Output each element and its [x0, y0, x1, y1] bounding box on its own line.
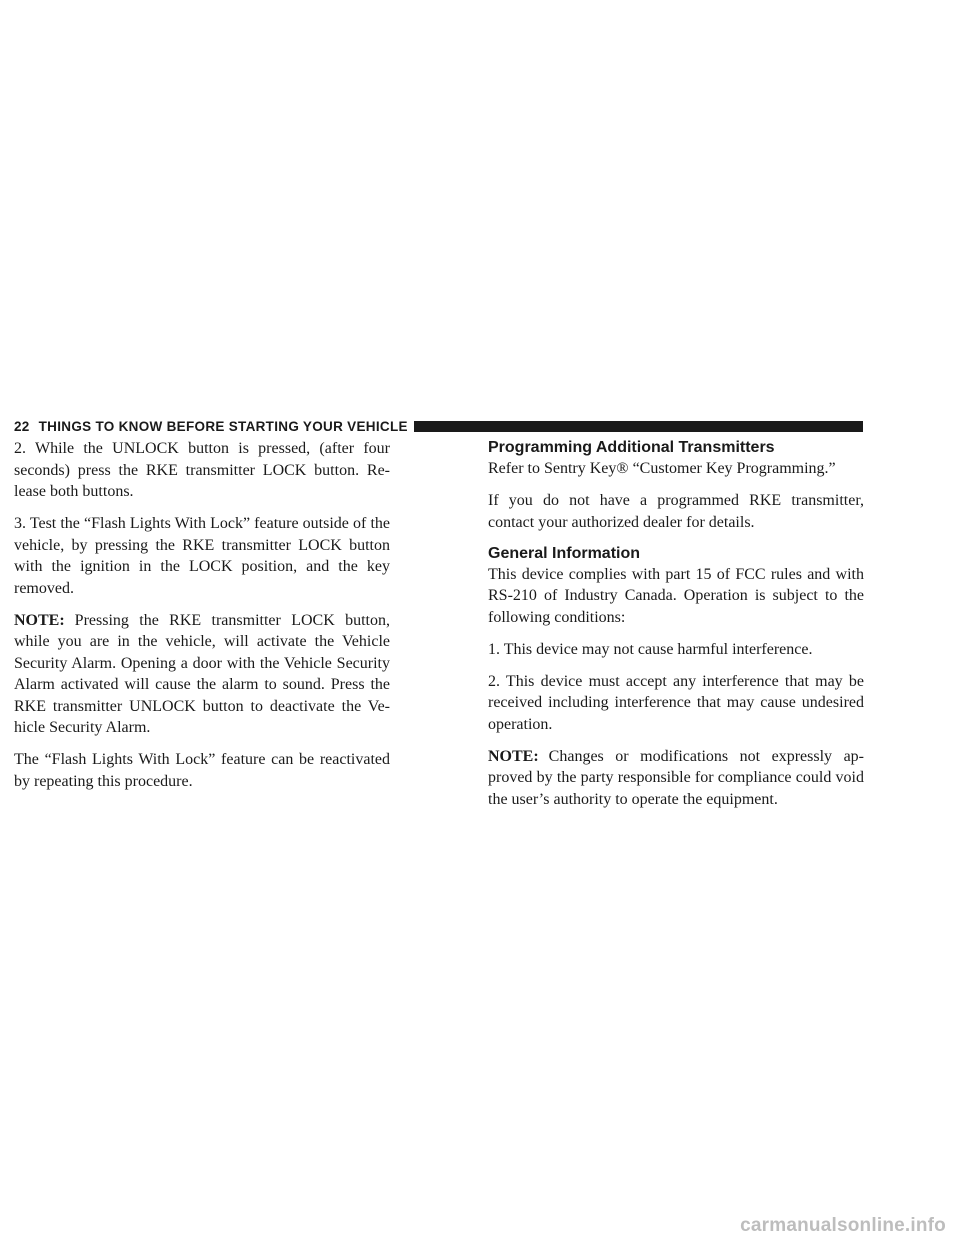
left-column: [14, 438, 390, 803]
programming-heading: Programming Additional Transmitters: [488, 439, 775, 456]
condition-2-paragraph: 2. This device must accept any interference that may be received including interference that may cause undesired operation.: [488, 672, 864, 733]
note-label: NOTE:: [14, 611, 65, 629]
header-rule: [414, 421, 863, 432]
refer-paragraph: Refer to Sentry Key® “Customer Key Programming.”: [488, 460, 836, 477]
note-text: Pressing the RKE transmitter LOCK button, while you are in the vehicle, will activate the Vehicle Security Alarm. Opening a door with the Vehicle Security Alarm activated will cause the alarm to sound. Press the RKE transmitter UNLOCK button to deactivate the Ve-hicle Security Alarm.: [14, 611, 390, 736]
step-3-paragraph: 3. Test the “Flash Lights With Lock” feature outside of the vehicle, by pressing the RKE transmitter LOCK button with the ignition in the LOCK position, and the key removed.: [14, 515, 390, 597]
contact-paragraph: If you do not have a programmed RKE transmitter, contact your authorized dealer for details.: [488, 492, 864, 531]
condition-1-paragraph: 1. This device may not cause harmful interference.: [488, 640, 813, 658]
reactivate-paragraph: The “Flash Lights With Lock” feature can be reactivated by repeating this procedure.: [14, 751, 390, 790]
note-label-right: NOTE:: [488, 747, 539, 765]
note-text-right: Changes or modifications not expressly ap-proved by the party responsible for compliance could void the user’s authority to operate the equipment.: [488, 747, 864, 808]
watermark: carmanualsonline.info: [740, 1215, 946, 1236]
note-paragraph: [14, 610, 390, 739]
step-2-paragraph: 2. While the UNLOCK button is pressed, (after four seconds) press the RKE transmitter LOCK button. Re-lease both buttons.: [14, 440, 390, 500]
general-info-heading: General Information: [488, 544, 641, 562]
fcc-paragraph: This device complies with part 15 of FCC rules and with RS-210 of Industry Canada. Operation is subject to the following conditions:: [488, 565, 864, 626]
section-title: THINGS TO KNOW BEFORE STARTING YOUR VEHICLE: [38, 418, 408, 434]
note-paragraph-right: [488, 746, 864, 811]
page-number: 22: [14, 418, 30, 434]
page-header: [14, 418, 863, 434]
right-column: [488, 438, 864, 821]
